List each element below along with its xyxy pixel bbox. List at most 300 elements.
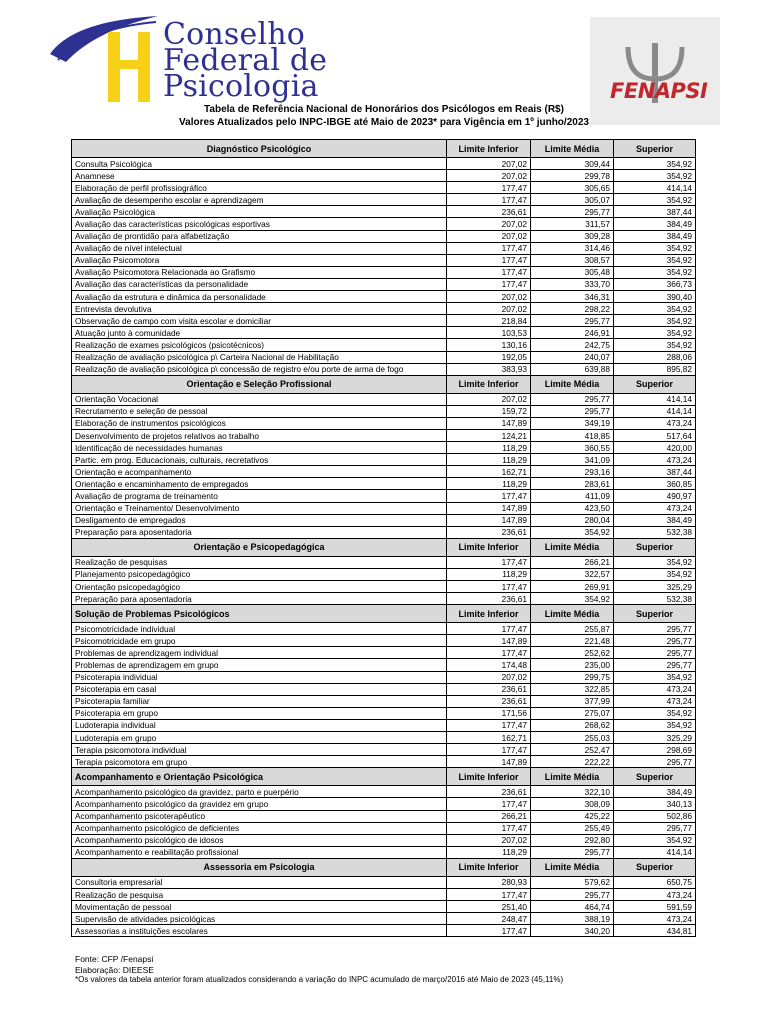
cfp-logo-text: [163, 17, 328, 104]
limit-inferior-value: 177,47: [447, 647, 531, 659]
limit-media-value: 295,77: [531, 393, 614, 405]
service-name: Orientação psicopedagógico: [72, 581, 447, 593]
column-header-inferior: Limite Inferior: [447, 858, 531, 876]
table-row: [72, 194, 696, 206]
limit-superior-value: 473,24: [614, 417, 696, 429]
limit-media-value: 322,10: [531, 786, 614, 798]
service-name: Consulta Psicológica: [72, 158, 447, 170]
table-row: [72, 351, 696, 363]
limit-inferior-value: 177,47: [447, 182, 531, 194]
table-row: [72, 659, 696, 671]
limit-superior-value: 354,92: [614, 719, 696, 731]
limit-inferior-value: 147,89: [447, 502, 531, 514]
table-row: [72, 303, 696, 315]
limit-media-value: 255,03: [531, 732, 614, 744]
table-row: [72, 478, 696, 490]
fees-table-body: [72, 140, 696, 937]
service-name: Acompanhamento psicoterapêutico: [72, 810, 447, 822]
service-name: Elaboração de instrumentos psicológicos: [72, 417, 447, 429]
limit-superior-value: 384,49: [614, 514, 696, 526]
limit-superior-value: 517,64: [614, 429, 696, 441]
service-name: Psicomotricidade em grupo: [72, 635, 447, 647]
page-footer: [75, 954, 563, 986]
limit-media-value: 333,70: [531, 278, 614, 290]
limit-superior-value: 420,00: [614, 442, 696, 454]
service-name: Movimentação de pessoal: [72, 901, 447, 913]
service-name: Psicoterapia em casal: [72, 683, 447, 695]
limit-inferior-value: 177,47: [447, 798, 531, 810]
limit-media-value: 308,57: [531, 254, 614, 266]
limit-media-value: 425,22: [531, 810, 614, 822]
service-name: Avaliação da estrutura e dinâmica da personalidade: [72, 291, 447, 303]
limit-inferior-value: 248,47: [447, 913, 531, 925]
service-name: Ludoterapia em grupo: [72, 732, 447, 744]
column-header-inferior: Limite Inferior: [447, 375, 531, 393]
table-row: [72, 744, 696, 756]
table-row: [72, 925, 696, 937]
service-name: Orientação Vocacional: [72, 393, 447, 405]
limit-inferior-value: 177,47: [447, 490, 531, 502]
service-name: Terapia psicomotora em grupo: [72, 756, 447, 768]
service-name: Avaliação de programa de treinamento: [72, 490, 447, 502]
limit-superior-value: 414,14: [614, 393, 696, 405]
limit-media-value: 221,48: [531, 635, 614, 647]
limit-inferior-value: 177,47: [447, 242, 531, 254]
limit-superior-value: 295,77: [614, 756, 696, 768]
table-row: [72, 556, 696, 568]
limit-inferior-value: 177,47: [447, 556, 531, 568]
limit-inferior-value: 207,02: [447, 230, 531, 242]
limit-superior-value: 354,92: [614, 254, 696, 266]
limit-inferior-value: 118,29: [447, 846, 531, 858]
table-row: [72, 695, 696, 707]
table-row: [72, 623, 696, 635]
limit-media-value: 255,49: [531, 822, 614, 834]
table-row: [72, 466, 696, 478]
limit-media-value: 269,91: [531, 581, 614, 593]
limit-superior-value: 354,92: [614, 194, 696, 206]
limit-superior-value: 650,75: [614, 876, 696, 888]
limit-superior-value: 354,92: [614, 315, 696, 327]
service-name: Orientação e Treinamento/ Desenvolvimento: [72, 502, 447, 514]
limit-superior-value: 354,92: [614, 556, 696, 568]
elaboration-text: Elaboração: DIEESE: [75, 964, 154, 975]
logo-line: Conselho: [163, 17, 306, 52]
table-row: [72, 593, 696, 605]
service-name: Preparação para aposentadoria: [72, 526, 447, 538]
table-row: [72, 490, 696, 502]
limit-superior-value: 390,40: [614, 291, 696, 303]
limit-inferior-value: 118,29: [447, 442, 531, 454]
limit-inferior-value: 207,02: [447, 291, 531, 303]
table-row: [72, 913, 696, 925]
limit-inferior-value: 207,02: [447, 303, 531, 315]
service-name: Realização de pesquisa: [72, 888, 447, 900]
table-row: [72, 901, 696, 913]
limit-superior-value: 473,24: [614, 695, 696, 707]
limit-inferior-value: 236,61: [447, 695, 531, 707]
limit-superior-value: 325,29: [614, 732, 696, 744]
service-name: Psicoterapia individual: [72, 671, 447, 683]
limit-inferior-value: 251,40: [447, 901, 531, 913]
table-row: [72, 158, 696, 170]
limit-media-value: 423,50: [531, 502, 614, 514]
limit-superior-value: 366,73: [614, 278, 696, 290]
table-row: [72, 810, 696, 822]
limit-media-value: 388,19: [531, 913, 614, 925]
limit-inferior-value: 171,56: [447, 707, 531, 719]
section-title: Assessoria em Psicologia: [72, 858, 447, 876]
limit-media-value: 346,31: [531, 291, 614, 303]
limit-media-value: 309,28: [531, 230, 614, 242]
service-name: Supervisão de atividades psicológicas: [72, 913, 447, 925]
limit-media-value: 275,07: [531, 707, 614, 719]
limit-media-value: 639,88: [531, 363, 614, 375]
limit-inferior-value: 192,05: [447, 351, 531, 363]
limit-media-value: 292,80: [531, 834, 614, 846]
table-row: [72, 514, 696, 526]
column-header-media: Limite Média: [531, 538, 614, 556]
limit-inferior-value: 177,47: [447, 888, 531, 900]
limit-media-value: 305,65: [531, 182, 614, 194]
service-name: Psicoterapia em grupo: [72, 707, 447, 719]
limit-media-value: 222,22: [531, 756, 614, 768]
limit-media-value: 242,75: [531, 339, 614, 351]
limit-inferior-value: 177,47: [447, 744, 531, 756]
limit-inferior-value: 177,47: [447, 623, 531, 635]
limit-media-value: 283,61: [531, 478, 614, 490]
limit-inferior-value: 103,53: [447, 327, 531, 339]
limit-media-value: 293,16: [531, 466, 614, 478]
service-name: Ludoterapia individual: [72, 719, 447, 731]
limit-media-value: 295,77: [531, 206, 614, 218]
service-name: Recrutamento e seleção de pessoal: [72, 405, 447, 417]
limit-superior-value: 387,44: [614, 206, 696, 218]
table-row: [72, 315, 696, 327]
table-row: [72, 786, 696, 798]
table-row: [72, 417, 696, 429]
section-title: Solução de Problemas Psicológicos: [72, 605, 447, 623]
limit-media-value: 311,57: [531, 218, 614, 230]
limit-media-value: 411,09: [531, 490, 614, 502]
limit-media-value: 246,91: [531, 327, 614, 339]
column-header-superior: Superior: [614, 858, 696, 876]
limit-inferior-value: 207,02: [447, 393, 531, 405]
table-row: [72, 327, 696, 339]
limit-superior-value: 354,92: [614, 327, 696, 339]
limit-inferior-value: 236,61: [447, 786, 531, 798]
service-name: Anamnese: [72, 170, 447, 182]
table-row: [72, 363, 696, 375]
subtitle-line: Valores Atualizados pelo INPC-IBGE até Maio de 2023* para Vigência em 1º junho/2023: [179, 117, 589, 128]
table-row: [72, 393, 696, 405]
limit-inferior-value: 130,16: [447, 339, 531, 351]
limit-inferior-value: 162,71: [447, 732, 531, 744]
limit-media-value: 340,20: [531, 925, 614, 937]
column-header-inferior: Limite Inferior: [447, 538, 531, 556]
limit-inferior-value: 162,71: [447, 466, 531, 478]
table-row: [72, 405, 696, 417]
service-name: Avaliação Psicológica: [72, 206, 447, 218]
table-row: [72, 429, 696, 441]
limit-inferior-value: 147,89: [447, 635, 531, 647]
table-row: [72, 339, 696, 351]
service-name: Consultoria empresarial: [72, 876, 447, 888]
limit-superior-value: 473,24: [614, 913, 696, 925]
limit-superior-value: 591,59: [614, 901, 696, 913]
limit-inferior-value: 177,47: [447, 925, 531, 937]
service-name: Acompanhamento psicológico da gravidez, parto e puerpério: [72, 786, 447, 798]
limit-media-value: 235,00: [531, 659, 614, 671]
footnote-text: *Os valores da tabela anterior foram atualizados considerando a variação do INPC acumulado de março/2016 até Maio de 2023 (45,11%): [75, 975, 564, 984]
section-header-row: [72, 768, 696, 786]
limit-superior-value: 490,97: [614, 490, 696, 502]
limit-superior-value: 325,29: [614, 581, 696, 593]
service-name: Realização de pesquisas: [72, 556, 447, 568]
table-row: [72, 502, 696, 514]
table-row: [72, 888, 696, 900]
limit-superior-value: 532,38: [614, 593, 696, 605]
limit-media-value: 341,09: [531, 454, 614, 466]
table-row: [72, 291, 696, 303]
limit-media-value: 266,21: [531, 556, 614, 568]
service-name: Orientação e acompanhamento: [72, 466, 447, 478]
limit-media-value: 305,48: [531, 266, 614, 278]
section-header-row: [72, 858, 696, 876]
limit-inferior-value: 207,02: [447, 158, 531, 170]
limit-superior-value: 354,92: [614, 707, 696, 719]
service-name: Atuação junto à comunidade: [72, 327, 447, 339]
limit-superior-value: 384,49: [614, 230, 696, 242]
table-row: [72, 719, 696, 731]
limit-media-value: 314,46: [531, 242, 614, 254]
limit-superior-value: 473,24: [614, 502, 696, 514]
service-name: Observação de campo com visita escolar e domiciliar: [72, 315, 447, 327]
fees-table: [71, 139, 696, 937]
limit-inferior-value: 207,02: [447, 671, 531, 683]
limit-media-value: 295,77: [531, 405, 614, 417]
limit-media-value: 322,85: [531, 683, 614, 695]
section-header-row: [72, 605, 696, 623]
limit-superior-value: 295,77: [614, 635, 696, 647]
limit-inferior-value: 177,47: [447, 254, 531, 266]
limit-superior-value: 434,81: [614, 925, 696, 937]
limit-superior-value: 414,14: [614, 182, 696, 194]
column-header-inferior: Limite Inferior: [447, 140, 531, 158]
table-row: [72, 876, 696, 888]
table-row: [72, 454, 696, 466]
limit-media-value: 464,74: [531, 901, 614, 913]
limit-media-value: 418,85: [531, 429, 614, 441]
limit-inferior-value: 147,89: [447, 756, 531, 768]
limit-media-value: 252,47: [531, 744, 614, 756]
section-title: Orientação e Psicopedagógica: [72, 538, 447, 556]
limit-inferior-value: 236,61: [447, 206, 531, 218]
source-text: Fonte: CFP /Fenapsi: [75, 954, 154, 964]
service-name: Avaliação de desempenho escolar e aprendizagem: [72, 194, 447, 206]
limit-inferior-value: 159,72: [447, 405, 531, 417]
service-name: Desligamento de empregados: [72, 514, 447, 526]
limit-media-value: 299,78: [531, 170, 614, 182]
limit-superior-value: 354,92: [614, 568, 696, 580]
service-name: Psicoterapia familiar: [72, 695, 447, 707]
column-header-superior: Superior: [614, 140, 696, 158]
logo-line: Federal de: [163, 43, 328, 78]
limit-media-value: 268,62: [531, 719, 614, 731]
limit-superior-value: 288,06: [614, 351, 696, 363]
limit-superior-value: 502,86: [614, 810, 696, 822]
table-row: [72, 707, 696, 719]
limit-superior-value: 354,92: [614, 242, 696, 254]
service-name: Acompanhamento psicológico da gravidez em grupo: [72, 798, 447, 810]
table-row: [72, 635, 696, 647]
table-row: [72, 581, 696, 593]
service-name: Realização de exames psicológicos (psicotécnicos): [72, 339, 447, 351]
service-name: Avaliação de prontidão para alfabetização: [72, 230, 447, 242]
limit-inferior-value: 207,02: [447, 170, 531, 182]
limit-inferior-value: 177,47: [447, 719, 531, 731]
table-row: [72, 732, 696, 744]
table-row: [72, 230, 696, 242]
table-row: [72, 568, 696, 580]
service-name: Realização de avaliação psicológica p\ concessão de registro e/ou porte de arma de fogo: [72, 363, 447, 375]
table-row: [72, 671, 696, 683]
limit-superior-value: 354,92: [614, 303, 696, 315]
limit-superior-value: 354,92: [614, 671, 696, 683]
limit-inferior-value: 118,29: [447, 454, 531, 466]
limit-superior-value: 295,77: [614, 647, 696, 659]
table-row: [72, 846, 696, 858]
limit-superior-value: 384,49: [614, 218, 696, 230]
service-name: Problemas de aprendizagem em grupo: [72, 659, 447, 671]
limit-media-value: 299,75: [531, 671, 614, 683]
column-header-superior: Superior: [614, 768, 696, 786]
limit-inferior-value: 207,02: [447, 218, 531, 230]
limit-media-value: 295,77: [531, 846, 614, 858]
limit-superior-value: 295,77: [614, 659, 696, 671]
service-name: Avaliação das características psicológicas esportivas: [72, 218, 447, 230]
table-row: [72, 647, 696, 659]
limit-inferior-value: 383,93: [447, 363, 531, 375]
document-title: [0, 103, 768, 129]
section-title: Orientação e Seleção Profissional: [72, 375, 447, 393]
limit-superior-value: 354,92: [614, 170, 696, 182]
limit-media-value: 377,99: [531, 695, 614, 707]
table-row: [72, 182, 696, 194]
limit-inferior-value: 236,61: [447, 593, 531, 605]
limit-inferior-value: 218,84: [447, 315, 531, 327]
table-row: [72, 218, 696, 230]
limit-superior-value: 354,92: [614, 339, 696, 351]
table-row: [72, 278, 696, 290]
limit-inferior-value: 236,61: [447, 526, 531, 538]
limit-superior-value: 473,24: [614, 683, 696, 695]
service-name: Identificação de necessidades humanas: [72, 442, 447, 454]
section-title: Acompanhamento e Orientação Psicológica: [72, 768, 447, 786]
column-header-superior: Superior: [614, 538, 696, 556]
section-header-row: [72, 538, 696, 556]
limit-inferior-value: 174,48: [447, 659, 531, 671]
limit-superior-value: 473,24: [614, 454, 696, 466]
limit-inferior-value: 124,21: [447, 429, 531, 441]
service-name: Assessorias a instituições escolares: [72, 925, 447, 937]
service-name: Acompanhamento psicológico de deficientes: [72, 822, 447, 834]
limit-inferior-value: 118,29: [447, 478, 531, 490]
limit-media-value: 298,22: [531, 303, 614, 315]
limit-media-value: 252,62: [531, 647, 614, 659]
limit-superior-value: 354,92: [614, 834, 696, 846]
limit-media-value: 295,77: [531, 888, 614, 900]
limit-inferior-value: 177,47: [447, 194, 531, 206]
section-title: Diagnóstico Psicológico: [72, 140, 447, 158]
limit-media-value: 305,07: [531, 194, 614, 206]
column-header-superior: Superior: [614, 375, 696, 393]
table-row: [72, 756, 696, 768]
table-row: [72, 242, 696, 254]
limit-inferior-value: 147,89: [447, 417, 531, 429]
limit-media-value: 295,77: [531, 315, 614, 327]
column-header-media: Limite Média: [531, 768, 614, 786]
limit-media-value: 309,44: [531, 158, 614, 170]
limit-inferior-value: 266,21: [447, 810, 531, 822]
table-row: [72, 822, 696, 834]
limit-superior-value: 384,49: [614, 786, 696, 798]
section-header-row: [72, 375, 696, 393]
table-row: [72, 254, 696, 266]
limit-media-value: 354,92: [531, 593, 614, 605]
limit-superior-value: 387,44: [614, 466, 696, 478]
limit-media-value: 280,04: [531, 514, 614, 526]
table-row: [72, 798, 696, 810]
service-name: Avaliação de nível intelectual: [72, 242, 447, 254]
limit-superior-value: 295,77: [614, 822, 696, 834]
limit-inferior-value: 177,47: [447, 581, 531, 593]
title-line: Tabela de Referência Nacional de Honorários dos Psicólogos em Reais (R$): [204, 104, 564, 115]
limit-superior-value: 895,82: [614, 363, 696, 375]
table-row: [72, 526, 696, 538]
limit-inferior-value: 207,02: [447, 834, 531, 846]
table-row: [72, 206, 696, 218]
limit-inferior-value: 118,29: [447, 568, 531, 580]
limit-superior-value: 473,24: [614, 888, 696, 900]
logo-line: Psicologia: [163, 69, 319, 104]
service-name: Planejamento psicopedagógico: [72, 568, 447, 580]
limit-superior-value: 354,92: [614, 266, 696, 278]
service-name: Acompanhamento e reabilitação profissional: [72, 846, 447, 858]
limit-superior-value: 360,85: [614, 478, 696, 490]
service-name: Acompanhamento psicológico de idosos: [72, 834, 447, 846]
limit-inferior-value: 177,47: [447, 278, 531, 290]
column-header-media: Limite Média: [531, 858, 614, 876]
service-name: Psicomotricidade individual: [72, 623, 447, 635]
limit-inferior-value: 280,93: [447, 876, 531, 888]
limit-superior-value: 532,38: [614, 526, 696, 538]
limit-superior-value: 340,13: [614, 798, 696, 810]
limit-inferior-value: 177,47: [447, 266, 531, 278]
service-name: Avaliação Psicomotora Relacionada ao Grafismo: [72, 266, 447, 278]
limit-superior-value: 295,77: [614, 623, 696, 635]
service-name: Desenvolvimento de projetos relativos ao trabalho: [72, 429, 447, 441]
service-name: Problemas de aprendizagem individual: [72, 647, 447, 659]
limit-superior-value: 354,92: [614, 158, 696, 170]
limit-inferior-value: 147,89: [447, 514, 531, 526]
table-row: [72, 683, 696, 695]
section-header-row: [72, 140, 696, 158]
table-row: [72, 834, 696, 846]
limit-media-value: 579,62: [531, 876, 614, 888]
limit-superior-value: 414,14: [614, 405, 696, 417]
service-name: Preparação para aposentadoria: [72, 593, 447, 605]
